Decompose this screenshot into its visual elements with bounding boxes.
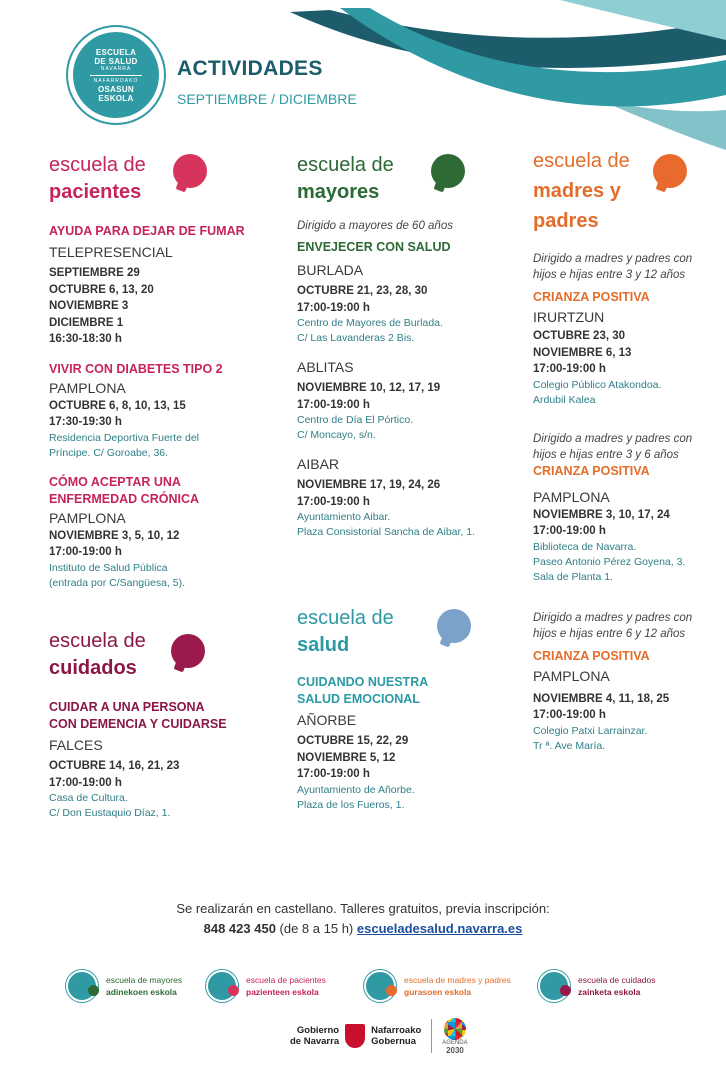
sdg-wheel-icon [444, 1018, 466, 1040]
page-subtitle: SEPTIEMBRE / DICIEMBRE [177, 91, 357, 107]
school-madres-heading: escuela de madres y padres [533, 150, 630, 232]
activity-burlada: BURLADA OCTUBRE 21, 23, 28, 30 17:00-19:00 h Centro de Mayores de Burlada. C/ Las Lavanderas 2 Bis. [297, 262, 443, 344]
activity-fumar: AYUDA PARA DEJAR DE FUMAR TELEPRESENCIAL SEPTIEMBRE 29 OCTUBRE 6, 13, 20 NOVIEMBRE 3 DICIEMBRE 1 16:30-18:30 h [49, 224, 245, 345]
logo-divider [431, 1019, 432, 1053]
website-link[interactable]: escueladesalud.navarra.es [356, 921, 523, 936]
school-logo-icon [364, 970, 396, 1002]
column-mayores: escuela de mayores Dirigido a mayores de 60 años ENVEJECER CON SALUD BURLADA OCTUBRE 21, 23, 28, 30 17:00-19:00 h Centro de Mayores de Burlada. C/ Las Lavanderas 2 Bis. ABLITAS NOVIEMBRE 10, 12, 17, 19 17:00-19:00 h Centro de Día El Pórtico. C/ Moncayo, s/n. AIBAR NOVIEMBRE 17, 19, 24, 26 17:00-19:00 h Ayuntamiento Aibar. Plaza Consistorial Sancha de Aibar, 1. [297, 152, 512, 540]
activity-pamplona-6-12: Dirigido a madres y padres con hijos e hijas entre 6 y 12 años CRIANZA POSITIVA PAMPLONA NOVIEMBRE 4, 11, 18, 25 17:00-19:00 h Colegio Patxi Larrainzar. Tr ª. Ave María. [533, 611, 693, 752]
logo-divider [90, 75, 142, 76]
escuela-salud-logo: ESCUELA DE SALUD NAVARRA NAFARROAKO OSASUN ESKOLA [68, 27, 164, 123]
speech-bubble-icon [653, 154, 687, 188]
activity-irurtzun: Dirigido a madres y padres con hijos e hijas entre 3 y 12 años CRIANZA POSITIVA IRURTZUN OCTUBRE 23, 30 NOVIEMBRE 6, 13 17:00-19:00 h Colegio Público Atakondoa. Ardubil Kalea [533, 253, 693, 406]
activity-pamplona-3-6: Dirigido a madres y padres con hijos e hijas entre 3 y 6 años CRIANZA POSITIVA PAMPLONA NOVIEMBRE 3, 10, 17, 24 17:00-19:00 h Biblioteca de Navarra. Paseo Antonio Pérez Goyena, 3. Sala de Planta 1. [533, 432, 693, 583]
speech-bubble-icon [431, 154, 465, 188]
registration-note: Se realizarán en castellano. Talleres gratuitos, previa inscripción: 848 423 450 (de 8 a 15 h) escueladesalud.navarra.es [176, 901, 550, 936]
column-cuidados [49, 628, 279, 821]
activity-aibar: AIBAR NOVIEMBRE 17, 19, 24, 26 17:00-19:00 h Ayuntamiento Aibar. Plaza Consistorial Sancha de Aibar, 1. [297, 456, 476, 538]
speech-bubble-icon [173, 154, 207, 188]
column-salud [297, 605, 512, 813]
column-madres-padres [533, 146, 723, 754]
page-title: ACTIVIDADES [177, 57, 323, 80]
mini-logo-pacientes: escuela de pacientes pazienteen eskola [206, 970, 326, 1002]
phone-number[interactable]: 848 423 450 [203, 921, 276, 936]
column-pacientes [49, 152, 279, 591]
mini-logo-mayores: escuela de mayores adinekoen eskola [66, 970, 182, 1002]
activity-cronica: CÓMO ACEPTAR UNA ENFERMEDAD CRÓNICA PAMPLONA NOVIEMBRE 3, 5, 10, 12 17:00-19:00 h Instituto de Salud Pública (entrada por C/Sangüesa, 5). [49, 474, 199, 589]
activity-demencia: CUIDAR A UNA PERSONA CON DEMENCIA Y CUIDARSE FALCES OCTUBRE 14, 16, 21, 23 17:00-19:00 h Casa de Cultura. C/ Don Eustaquio Díaz, 1. [49, 700, 227, 819]
school-salud-heading: escuela de salud [297, 607, 394, 656]
school-logo-icon [206, 970, 238, 1002]
school-pacientes-heading: escuela de pacientes [49, 154, 146, 203]
school-logo-icon [538, 970, 570, 1002]
navarra-shield-icon [345, 1024, 365, 1048]
school-mayores-heading: escuela de mayores [297, 154, 394, 203]
activity-ablitas: ABLITAS NOVIEMBRE 10, 12, 17, 19 17:00-19:00 h Centro de Día El Pórtico. C/ Moncayo, s/n. [297, 359, 441, 441]
school-cuidados-heading: escuela de cuidados [49, 630, 146, 679]
mini-logo-madres: escuela de madres y padres gurasoen eskola [364, 970, 511, 1002]
activity-emocional: CUIDANDO NUESTRA SALUD EMOCIONAL AÑORBE OCTUBRE 15, 22, 29 NOVIEMBRE 5, 12 17:00-19:00 h Ayuntamiento de Añorbe. Plaza de los Fueros, 1. [297, 675, 429, 811]
gobierno-navarra-logo: Gobierno de Navarra Nafarroako Gobernua AGENDA 2030 [290, 1018, 468, 1054]
school-logo-icon [66, 970, 98, 1002]
speech-bubble-icon [437, 609, 471, 643]
mini-logo-cuidados: escuela de cuidados zainketa eskola [538, 970, 656, 1002]
agenda-2030-logo: AGENDA 2030 [442, 1018, 467, 1054]
activity-diabetes: VIVIR CON DIABETES TIPO 2 PAMPLONA OCTUBRE 6, 8, 10, 13, 15 17:30-19:30 h Residencia Deportiva Fuerte del Príncipe. C/ Goroabe, 36. [49, 361, 223, 459]
speech-bubble-icon [171, 634, 205, 668]
